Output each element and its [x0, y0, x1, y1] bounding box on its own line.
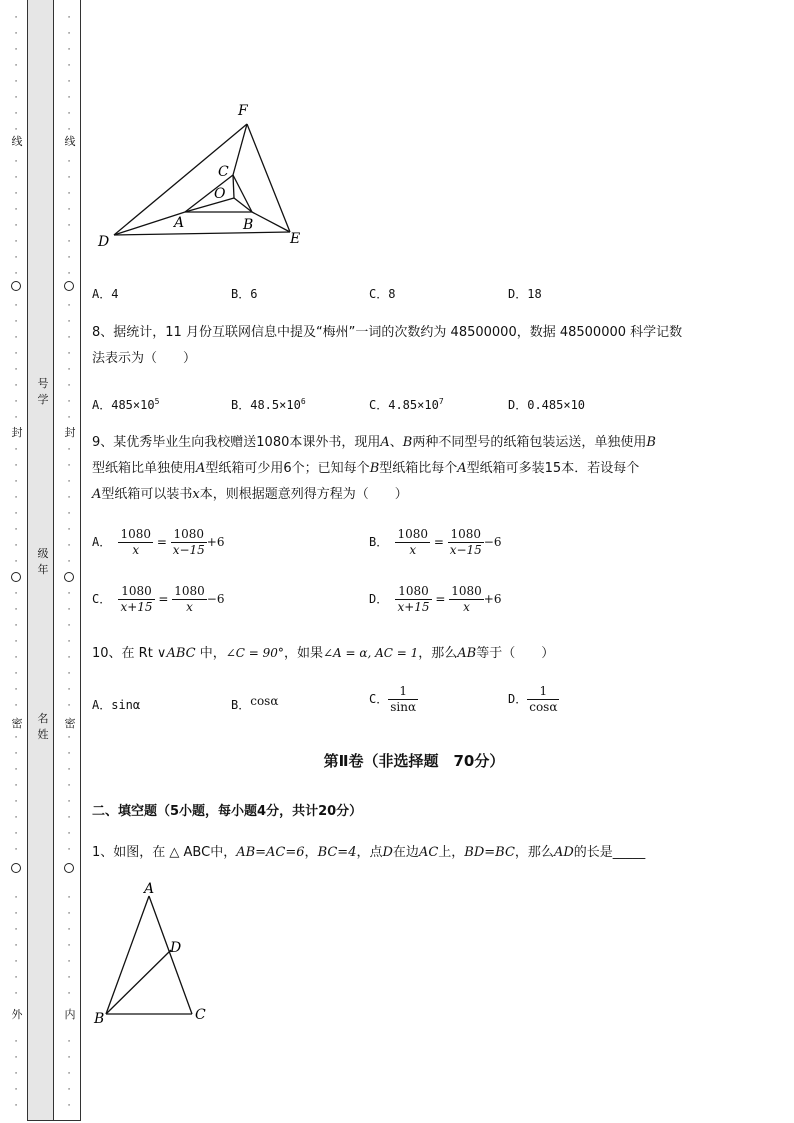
- binding-dot: ·: [67, 925, 71, 935]
- binding-dot: ·: [67, 765, 71, 775]
- binding-circle: [11, 572, 21, 582]
- binding-dot: ·: [67, 61, 71, 71]
- q7-option-b: B．6: [231, 287, 258, 301]
- outer-mark-line: 线: [11, 135, 23, 148]
- name-field: 名姓: [37, 712, 49, 741]
- binding-dot: ·: [67, 893, 71, 903]
- binding-dot: ·: [14, 909, 18, 919]
- binding-dot: ·: [67, 189, 71, 199]
- binding-dot: ·: [14, 525, 18, 535]
- outer-mark-secret: 密: [11, 717, 23, 730]
- binding-dot: ·: [14, 381, 18, 391]
- section-subtitle: 二、填空题（5小题，每小题4分，共计20分）: [92, 804, 363, 819]
- binding-circle: [11, 281, 21, 291]
- label-E: E: [290, 231, 301, 247]
- q9-option-a: A． $\frac{1080}{x}$ = $\frac{1080}{x-15}$ +6: [92, 527, 225, 557]
- binding-dot: ·: [67, 781, 71, 791]
- binding-dot: ·: [67, 957, 71, 967]
- q9-stem: [92, 430, 762, 508]
- binding-dot: ·: [14, 797, 18, 807]
- binding-dot: ·: [14, 253, 18, 263]
- binding-dot: ·: [14, 365, 18, 375]
- binding-dot: ·: [67, 589, 71, 599]
- binding-border: [80, 0, 81, 1121]
- binding-dot: ·: [14, 637, 18, 647]
- q9-option-d: D． $\frac{1080}{x+15}$ = $\frac{1080}{x}$ +6: [369, 584, 502, 614]
- q9-option-c: C． $\frac{1080}{x+15}$ = $\frac{1080}{x}$ −6: [92, 584, 225, 614]
- binding-dot: ·: [14, 989, 18, 999]
- binding-dot: ·: [14, 45, 18, 55]
- binding-dot: ·: [67, 77, 71, 87]
- section-title: 第Ⅱ卷（非选择题 70分）: [323, 752, 505, 770]
- binding-dot: ·: [67, 1069, 71, 1079]
- binding-circle: [11, 863, 21, 873]
- label-D: D: [98, 234, 110, 250]
- binding-dot: ·: [67, 845, 71, 855]
- inner-mark-line: 线: [64, 135, 76, 148]
- grade-field: 级年: [37, 547, 49, 576]
- binding-dot: ·: [67, 253, 71, 263]
- binding-dot: ·: [14, 653, 18, 663]
- q7-option-d: D．18: [508, 287, 542, 301]
- q8-line1: 8、据统计，11 月份互联网信息中提及“梅州”一词的次数约为 48500000，数据 48500000 科学记数: [92, 325, 683, 340]
- binding-dot: ·: [67, 397, 71, 407]
- student-id-field: 号学: [37, 377, 49, 406]
- q8-line2: 法表示为（ ）: [92, 351, 197, 366]
- binding-dot: ·: [14, 781, 18, 791]
- triangle-figure-fill1: [92, 880, 222, 1030]
- binding-dot: ·: [14, 973, 18, 983]
- triangle-figure-q7: [90, 98, 310, 253]
- binding-dot: ·: [14, 397, 18, 407]
- binding-dot: ·: [14, 189, 18, 199]
- binding-dot: ·: [67, 445, 71, 455]
- binding-dot: ·: [14, 925, 18, 935]
- binding-dot: ·: [67, 365, 71, 375]
- binding-dot: ·: [14, 477, 18, 487]
- binding-dot: ·: [67, 477, 71, 487]
- binding-dot: ·: [14, 733, 18, 743]
- label-D: D: [170, 940, 182, 956]
- binding-dot: ·: [14, 493, 18, 503]
- label-B: B: [243, 217, 254, 233]
- binding-dot: ·: [14, 349, 18, 359]
- label-B: B: [94, 1011, 105, 1027]
- label-A: A: [144, 881, 155, 897]
- q10-stem: 10、在 Rt ∨ABC 中，∠C = 90°，如果∠A = α, AC = 1，那么AB等于（ ）: [92, 646, 555, 661]
- outer-mark-seal: 封: [11, 426, 23, 439]
- binding-dot: ·: [67, 941, 71, 951]
- binding-dot: ·: [67, 701, 71, 711]
- binding-dot: ·: [67, 461, 71, 471]
- binding-dot: ·: [14, 845, 18, 855]
- q9-line3: A型纸箱可以装书x本，则根据题意列得方程为（ ）: [92, 487, 408, 502]
- binding-dot: ·: [14, 1069, 18, 1079]
- label-C: C: [195, 1007, 206, 1023]
- binding-dot: ·: [67, 669, 71, 679]
- q8-stem: [92, 320, 752, 372]
- binding-dot: ·: [67, 173, 71, 183]
- binding-dot: ·: [14, 941, 18, 951]
- binding-dot: ·: [67, 829, 71, 839]
- binding-dot: ·: [67, 157, 71, 167]
- binding-dot: ·: [14, 605, 18, 615]
- binding-dot: ·: [67, 125, 71, 135]
- binding-dot: ·: [67, 797, 71, 807]
- binding-circle: [64, 572, 74, 582]
- inner-mark-seal: 封: [64, 426, 76, 439]
- q9-option-b: B． $\frac{1080}{x}$ = $\frac{1080}{x-15}$ −6: [369, 527, 502, 557]
- q9-line2: 型纸箱比单独使用A型纸箱可少用6个；已知每个B型纸箱比每个A型纸箱可多装15本．若设每个: [92, 461, 640, 476]
- binding-dot: ·: [67, 109, 71, 119]
- binding-dot: ·: [67, 1101, 71, 1111]
- binding-dot: ·: [67, 93, 71, 103]
- fill1-stem: 1、如图，在 △ ABC中，AB=AC=6，BC=4，点D在边AC上，BD=BC，那么AD的长是_____: [92, 845, 646, 860]
- binding-dot: ·: [67, 509, 71, 519]
- binding-dot: ·: [14, 61, 18, 71]
- binding-dot: ·: [14, 893, 18, 903]
- binding-dot: ·: [14, 1101, 18, 1111]
- binding-dot: ·: [14, 541, 18, 551]
- binding-dot: ·: [67, 381, 71, 391]
- binding-dot: ·: [14, 1037, 18, 1047]
- binding-dot: ·: [67, 349, 71, 359]
- binding-dot: ·: [67, 653, 71, 663]
- binding-dot: ·: [67, 621, 71, 631]
- binding-dot: ·: [14, 685, 18, 695]
- binding-dot: ·: [67, 237, 71, 247]
- binding-dot: ·: [67, 333, 71, 343]
- binding-dot: ·: [67, 1085, 71, 1095]
- binding-dot: ·: [14, 125, 18, 135]
- binding-dot: ·: [14, 77, 18, 87]
- binding-dot: ·: [67, 317, 71, 327]
- binding-dot: ·: [14, 157, 18, 167]
- label-F: F: [238, 103, 248, 119]
- binding-dot: ·: [67, 525, 71, 535]
- binding-dot: ·: [14, 301, 18, 311]
- binding-dot: ·: [14, 1085, 18, 1095]
- binding-dot: ·: [67, 269, 71, 279]
- binding-dot: ·: [14, 557, 18, 567]
- binding-dot: ·: [14, 957, 18, 967]
- binding-dot: ·: [14, 333, 18, 343]
- binding-dot: ·: [14, 509, 18, 519]
- binding-dot: ·: [67, 749, 71, 759]
- binding-dot: ·: [14, 621, 18, 631]
- inner-mark-inside: 内: [64, 1008, 76, 1021]
- label-C: C: [218, 164, 229, 180]
- binding-circle: [64, 863, 74, 873]
- binding-dot: ·: [67, 221, 71, 231]
- binding-dot: ·: [14, 669, 18, 679]
- q7-option-c: C．8: [369, 287, 396, 301]
- binding-dot: ·: [67, 301, 71, 311]
- q8-option-a: A．$485\times 10^5$: [92, 397, 160, 412]
- binding-dot: ·: [14, 317, 18, 327]
- q10-option-b: B．cosα: [231, 694, 279, 712]
- binding-dot: ·: [67, 1053, 71, 1063]
- binding-dot: ·: [67, 685, 71, 695]
- binding-dot: ·: [67, 605, 71, 615]
- binding-dot: ·: [67, 909, 71, 919]
- binding-circle: [64, 281, 74, 291]
- binding-dot: ·: [67, 973, 71, 983]
- binding-dot: ·: [14, 237, 18, 247]
- q8-option-c: C．$4.85\times 10^7$: [369, 397, 444, 412]
- q10-option-a: A．sinα: [92, 698, 141, 712]
- binding-bottom-line: [27, 1120, 81, 1121]
- binding-dot: ·: [14, 445, 18, 455]
- binding-dot: ·: [67, 413, 71, 423]
- q9-line1: 9、某优秀毕业生向我校赠送1080本课外书，现用A、B两种不同型号的纸箱包装运送，单独使用B: [92, 435, 656, 450]
- q8-option-b: B．$48.5\times 10^6$: [231, 397, 306, 412]
- binding-dot: ·: [67, 45, 71, 55]
- binding-dot: ·: [14, 829, 18, 839]
- binding-dot: ·: [14, 109, 18, 119]
- binding-dot: ·: [67, 989, 71, 999]
- binding-dot: ·: [14, 173, 18, 183]
- binding-dot: ·: [14, 93, 18, 103]
- binding-dot: ·: [14, 205, 18, 215]
- binding-dot: ·: [14, 765, 18, 775]
- binding-dot: ·: [14, 701, 18, 711]
- q8-option-d: D．0.485×10: [508, 398, 586, 412]
- label-A: A: [174, 215, 185, 231]
- binding-dot: ·: [67, 1037, 71, 1047]
- binding-dot: ·: [14, 13, 18, 23]
- q7-option-a: A．4: [92, 287, 119, 301]
- binding-dot: ·: [67, 637, 71, 647]
- inner-mark-secret: 密: [64, 717, 76, 730]
- q10-option-c: C． $\frac{1}{\sin\alpha}$: [369, 684, 417, 714]
- binding-dot: ·: [67, 557, 71, 567]
- binding-dot: ·: [14, 461, 18, 471]
- binding-dot: ·: [14, 589, 18, 599]
- binding-dot: ·: [67, 813, 71, 823]
- binding-dot: ·: [67, 205, 71, 215]
- label-O: O: [214, 186, 226, 202]
- binding-dot: ·: [67, 493, 71, 503]
- binding-dot: ·: [14, 813, 18, 823]
- binding-dot: ·: [67, 29, 71, 39]
- binding-dot: ·: [14, 269, 18, 279]
- binding-dot: ·: [14, 413, 18, 423]
- binding-dot: ·: [14, 749, 18, 759]
- binding-dot: ·: [67, 733, 71, 743]
- binding-dot: ·: [14, 1053, 18, 1063]
- binding-dot: ·: [67, 13, 71, 23]
- binding-dot: ·: [67, 541, 71, 551]
- binding-dot: ·: [14, 221, 18, 231]
- outer-mark-outside: 外: [11, 1008, 23, 1021]
- q10-option-d: D． $\frac{1}{\cos\alpha}$: [508, 684, 558, 714]
- binding-dot: ·: [14, 29, 18, 39]
